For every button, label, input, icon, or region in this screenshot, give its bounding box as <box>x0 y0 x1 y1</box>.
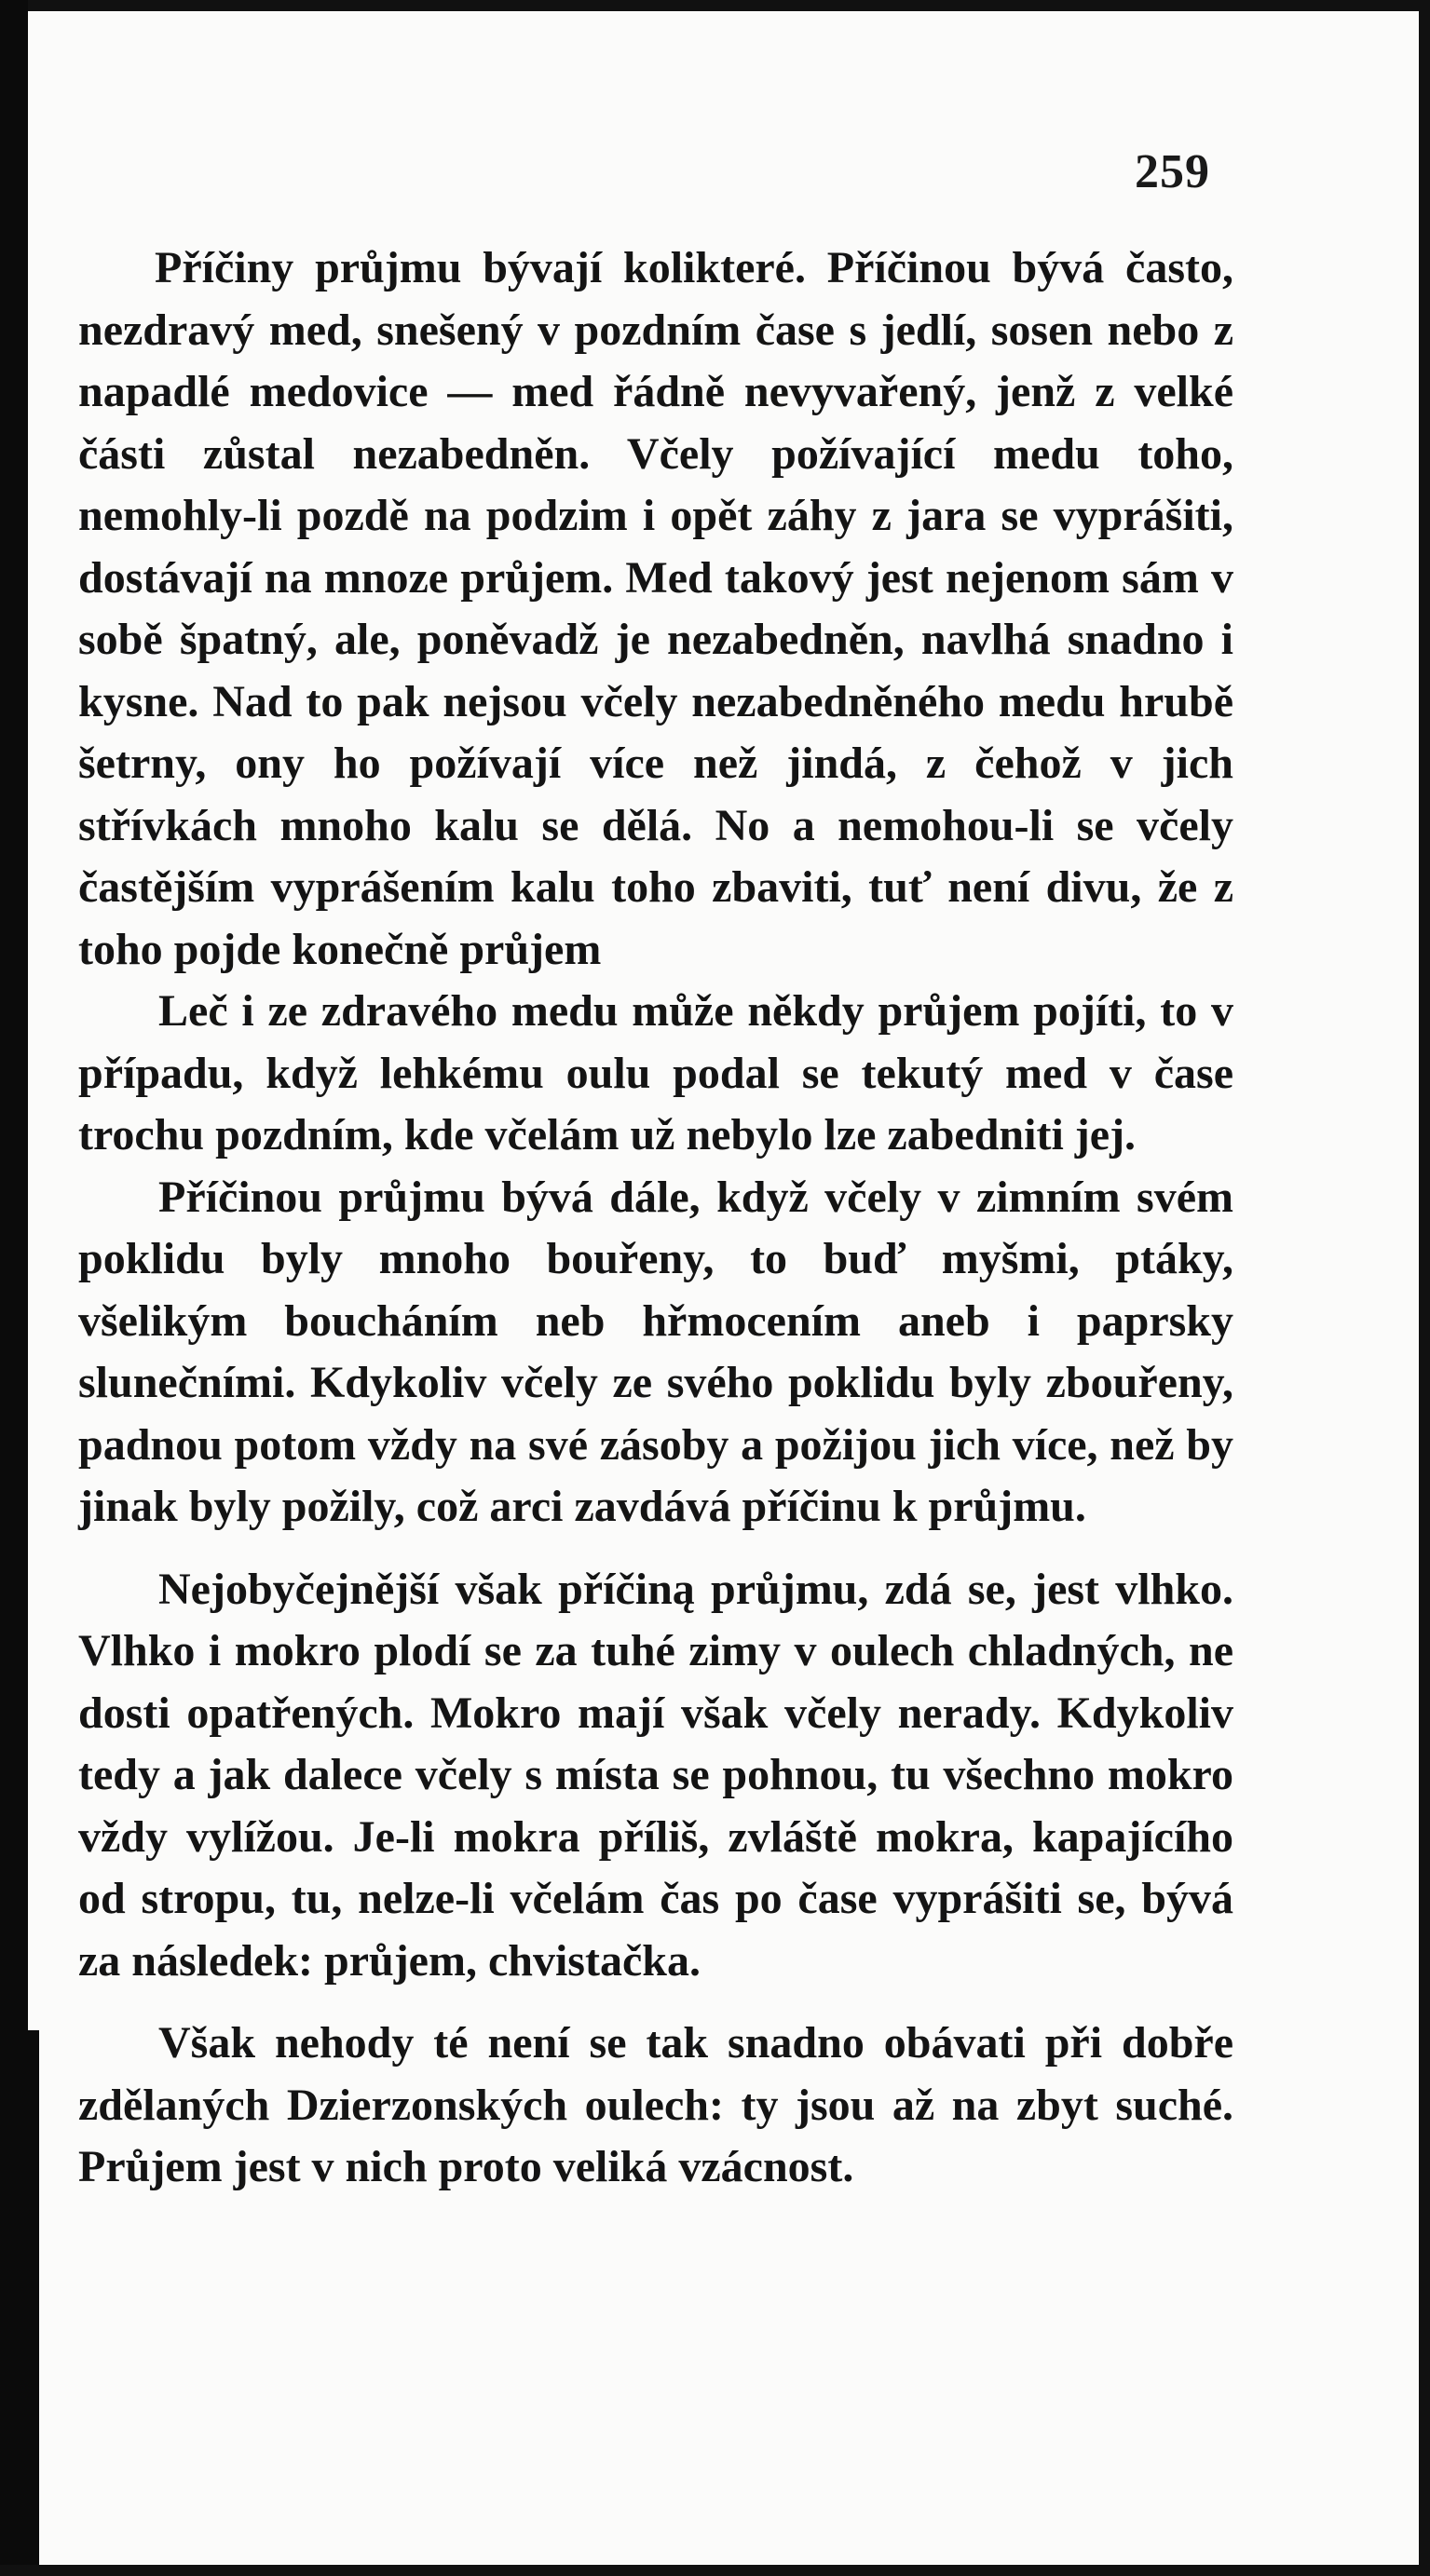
scan-border-top <box>0 0 1430 11</box>
body-text <box>78 237 1233 2199</box>
binding-shadow <box>0 2030 39 2576</box>
scan-border-right <box>1419 0 1430 2576</box>
paragraph-moisture: Nejobyčejnější však příčiną průjmu, zdá se, jest vlhko. Vlhko i mokro plodí se za tuhé zimy v oulech chladných, ne dosti opatřených. Mokro mají však včely nerady. Kdykoliv tedy a jak dalece včely s místa se pohnou, tu všechno mokro vždy vylížou. Je-li mokra příliš, zvláště mokra, kapajícího od stropu, tu, nelze-li včelám čas po čase vyprášiti se, bývá za následek: průjem, chvistačka. <box>78 1564 1233 1986</box>
paragraph-causes: Příčiny průjmu bývají kolikteré. Příčinou bývá často, nezdravý med, snešený v pozdním čase s jedlí, sosen nebo z napadlé medovice — med řádně nevyvařený, jenž z velké části zůstal nezabedněn. Včely požívající medu toho, nemohly-li pozdě na podzim i opět záhy z jara se vyprášiti, dostávají na mnoze průjem. Med takový jest nejenom sám v sobě špatný, ale, poněvadž je nezabedněn, navlhá snadno i kysne. Nad to pak nejsou včely nezabedněného medu hrubě šetrny, ony ho požívají více než jindá, z čehož v jich střívkách mnoho kalu se dělá. No a nemohou-li se včely častějším vyprášením kalu toho zbaviti, tuť není divu, že z toho pojde konečně průjem <box>78 243 1233 974</box>
scan-border-bottom <box>0 2565 1430 2576</box>
paragraph-disturbance: Příčinou průjmu bývá dále, když včely v zimním svém poklidu byly mnoho bouřeny, to buď myšmi, ptáky, všelikým boucháním neb hřmocením aneb i paprsky slunečními. Kdykoliv včely ze svého poklidu byly zbouřeny, padnou potom vždy na své zásoby a požijou jich více, než by jinak byly požily, což arci zavdává příčinu k průjmu. <box>78 1172 1233 1531</box>
paragraph-healthy-honey: Leč i ze zdravého medu může někdy průjem pojíti, to v případu, když lehkému oulu podal se tekutý med v čase trochu pozdním, kde včelám už nebylo lze zabedniti jej. <box>78 986 1233 1159</box>
paragraph-dzierzon-hives: Však nehody té není se tak snadno obávati při dobře zdělaných Dzierzonských oulech: ty jsou až na zbyt suché. Průjem jest v nich proto veliká vzácnost. <box>78 2018 1233 2191</box>
page-number: 259 <box>1135 145 1210 198</box>
